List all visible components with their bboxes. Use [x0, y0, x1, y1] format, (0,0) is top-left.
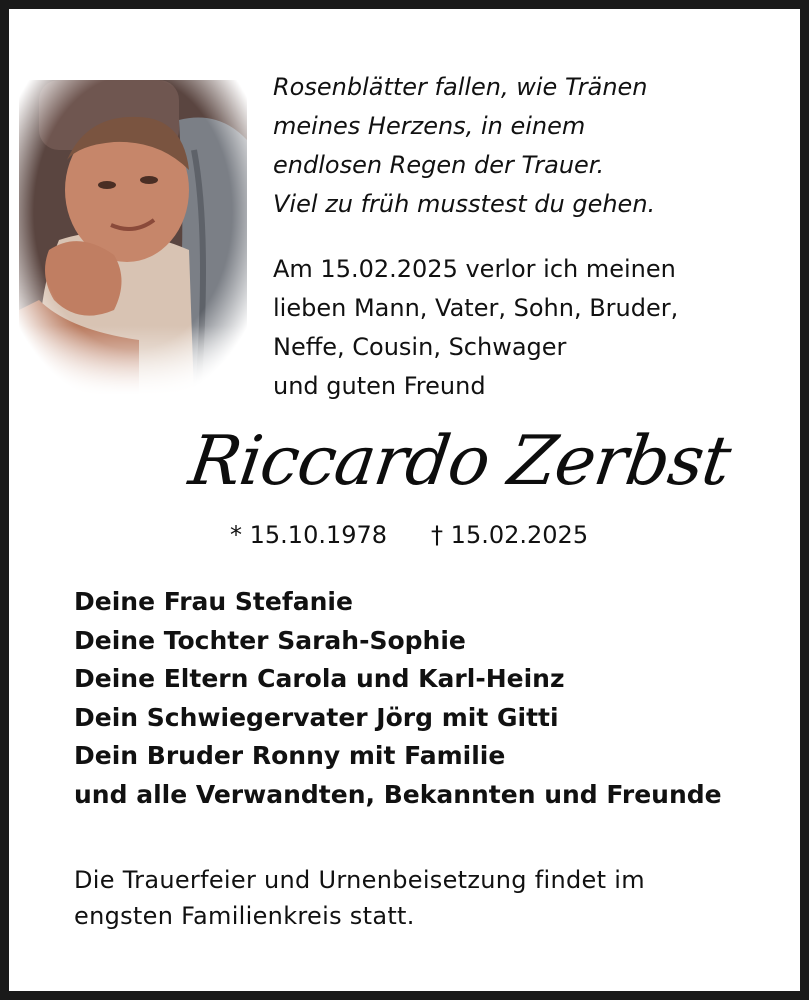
- intro-line: und guten Freund: [273, 372, 486, 400]
- mourner-line: Dein Schwiegervater Jörg mit Gitti: [74, 702, 559, 732]
- mourner-line: Dein Bruder Ronny mit Familie: [74, 741, 506, 771]
- memorial-poem: [273, 68, 773, 224]
- funeral-notice: [74, 862, 645, 934]
- intro-text: [273, 250, 773, 406]
- intro-line: Am 15.02.2025 verlor ich meinen: [273, 255, 676, 283]
- mourner-line: Deine Frau Stefanie: [74, 587, 353, 616]
- poem-line: meines Herzens, in einem: [273, 112, 586, 140]
- deceased-name: Riccardo Zerbst: [184, 422, 735, 501]
- portrait-photo: [19, 80, 247, 395]
- mourner-line: und alle Verwandten, Bekannten und Freunde: [74, 779, 722, 809]
- intro-line: lieben Mann, Vater, Sohn, Bruder,: [273, 294, 679, 322]
- birth-date: * 15.10.1978: [230, 521, 388, 549]
- mourner-line: Deine Tochter Sarah-Sophie: [74, 625, 466, 655]
- life-dates: [230, 519, 588, 551]
- mourners-list: [74, 583, 722, 815]
- poem-line: Viel zu früh musstest du gehen.: [273, 190, 656, 218]
- death-date: † 15.02.2025: [431, 521, 589, 549]
- mourner-line: Deine Eltern Carola und Karl-Heinz: [74, 664, 565, 694]
- intro-line: Neffe, Cousin, Schwager: [273, 333, 567, 361]
- poem-line: endlosen Regen der Trauer.: [273, 151, 605, 179]
- notice-line: engsten Familienkreis statt.: [74, 902, 415, 930]
- poem-line: Rosenblätter fallen, wie Tränen: [273, 73, 648, 101]
- notice-line: Die Trauerfeier und Urnenbeisetzung findet im: [74, 866, 645, 894]
